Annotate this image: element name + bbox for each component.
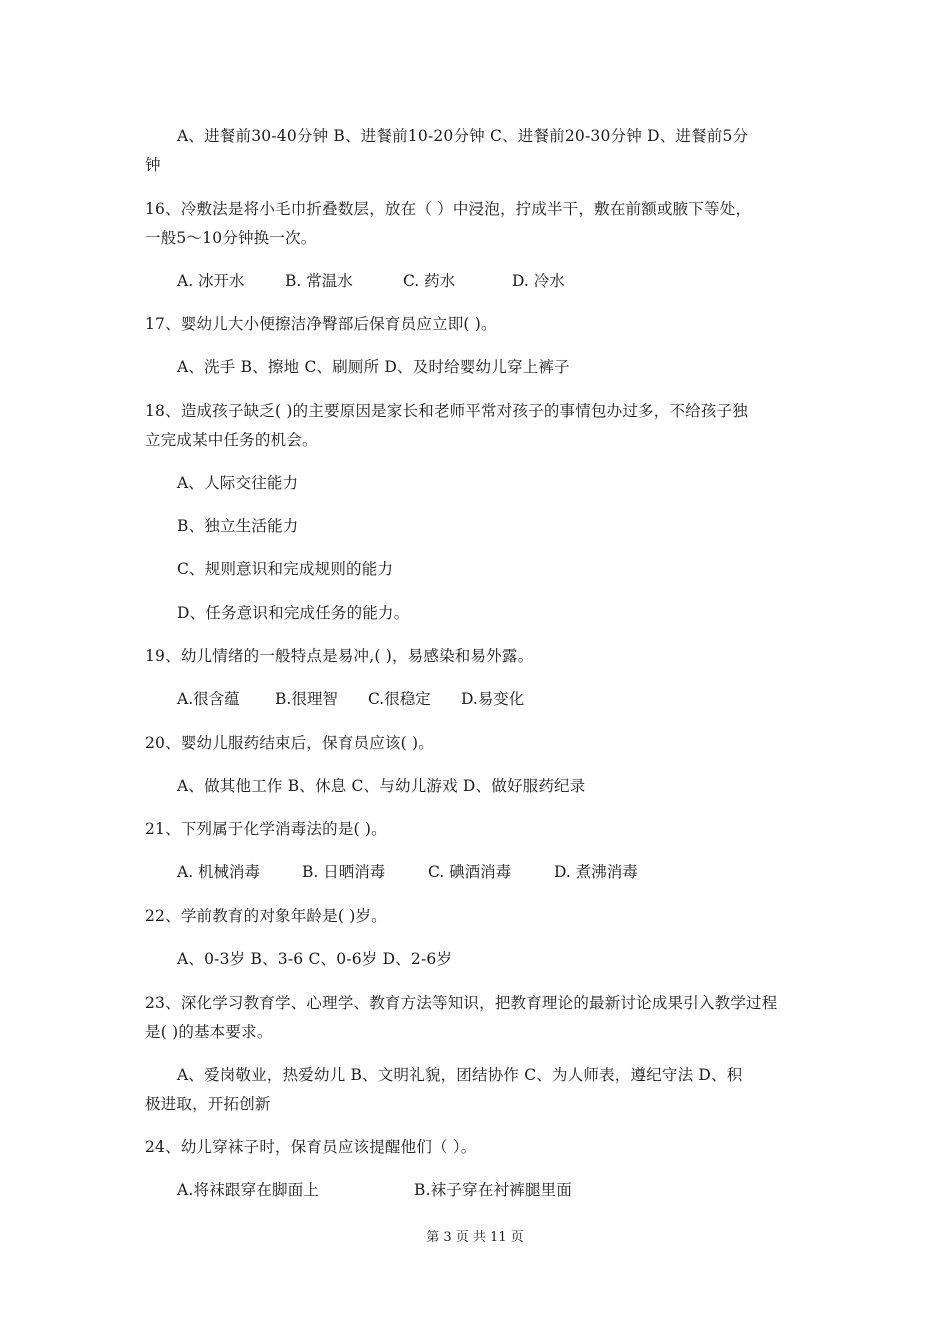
q18-stem-wrap: 立完成某中任务的机会。 bbox=[145, 431, 318, 449]
q23-options: A、爱岗敬业，热爱幼儿 B、文明礼貌，团结协作 C、为人师表，遵纪守法 D、积 bbox=[177, 1066, 743, 1084]
q19-option-a: A.很含蕴 bbox=[177, 690, 240, 708]
q17-options: A、洗手 B、擦地 C、刷厕所 D、及时给婴幼儿穿上裤子 bbox=[177, 358, 570, 376]
page-number-footer: 第 3 页 共 11 页 bbox=[426, 1230, 524, 1245]
q24-option-a: A.将袜跟穿在脚面上 bbox=[177, 1181, 320, 1199]
q19-option-d: D.易变化 bbox=[461, 690, 525, 708]
q20-options: A、做其他工作 B、休息 C、与幼儿游戏 D、做好服药纪录 bbox=[177, 777, 586, 795]
q21-option-b: B. 日晒消毒 bbox=[302, 863, 386, 881]
q21-option-d: D. 煮沸消毒 bbox=[554, 863, 638, 881]
q18-option-b: B、独立生活能力 bbox=[177, 517, 299, 535]
q23-stem: 23、深化学习教育学、心理学、教育方法等知识，把教育理论的最新讨论成果引入教学过程 bbox=[145, 994, 778, 1012]
q21-stem: 21、下列属于化学消毒法的是( )。 bbox=[145, 820, 387, 838]
q21-option-c: C. 碘酒消毒 bbox=[428, 863, 512, 881]
q20-stem: 20、婴幼儿服药结束后，保育员应该( )。 bbox=[145, 734, 434, 752]
q19-stem: 19、幼儿情绪的一般特点是易冲,( )，易感染和易外露。 bbox=[145, 647, 534, 665]
q16-option-a: A. 冰开水 bbox=[177, 272, 245, 290]
q23-options-wrap: 极进取，开拓创新 bbox=[145, 1095, 271, 1113]
q24-option-b: B.袜子穿在衬裤腿里面 bbox=[414, 1181, 573, 1199]
q19-option-b: B.很理智 bbox=[275, 690, 338, 708]
q23-stem-wrap: 是( )的基本要求。 bbox=[145, 1023, 273, 1041]
q22-options: A、0-3岁 B、3-6 C、0-6岁 D、2-6岁 bbox=[177, 950, 453, 968]
q16-option-c: C. 药水 bbox=[403, 272, 456, 290]
q16-option-d: D. 冷水 bbox=[512, 272, 565, 290]
q17-stem: 17、婴幼儿大小便擦洁净臀部后保育员应立即( )。 bbox=[145, 315, 497, 333]
q24-stem: 24、幼儿穿袜子时，保育员应该提醒他们（ ）。 bbox=[145, 1138, 477, 1156]
q18-stem: 18、造成孩子缺乏( )的主要原因是家长和老师平常对孩子的事情包办过多，不给孩子独 bbox=[145, 402, 748, 420]
q15-options-wrap: 钟 bbox=[145, 156, 161, 174]
q15-options: A、进餐前30-40分钟 B、进餐前10-20分钟 C、进餐前20-30分钟 D、进餐前5分 bbox=[177, 127, 749, 145]
q16-option-b: B. 常温水 bbox=[285, 272, 353, 290]
q18-option-c: C、规则意识和完成规则的能力 bbox=[177, 560, 394, 578]
q21-option-a: A. 机械消毒 bbox=[177, 863, 261, 881]
q18-option-a: A、人际交往能力 bbox=[177, 474, 299, 492]
q19-option-c: C.很稳定 bbox=[368, 690, 431, 708]
q16-stem-wrap: 一般5～10分钟换一次。 bbox=[145, 229, 317, 247]
q22-stem: 22、学前教育的对象年龄是( )岁。 bbox=[145, 907, 387, 925]
q18-option-d: D、任务意识和完成任务的能力。 bbox=[177, 604, 410, 622]
q16-stem: 16、冷敷法是将小毛巾折叠数层，放在（ ）中浸泡，拧成半干，敷在前额或腋下等处， bbox=[145, 200, 752, 218]
